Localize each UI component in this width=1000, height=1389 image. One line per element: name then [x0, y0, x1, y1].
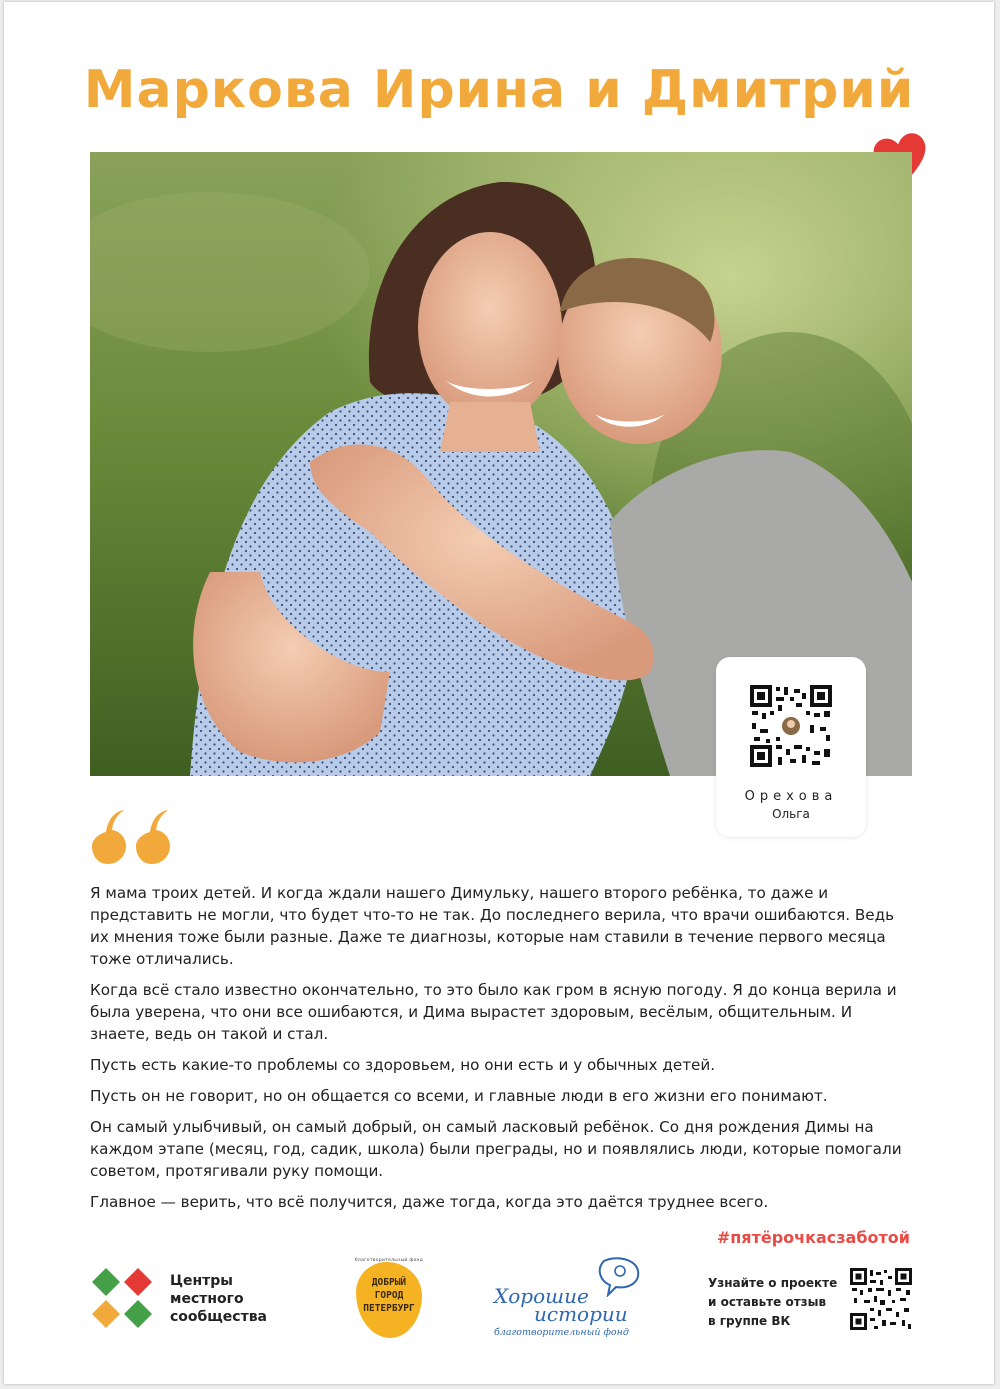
vk-line2: и оставьте отзыв	[708, 1295, 827, 1309]
stories-line1: Хорошие	[494, 1284, 589, 1308]
dobry-gorod-caption: благотворительный фонд	[354, 1258, 424, 1263]
photographer-surname: Орехова	[744, 789, 838, 804]
centers-line2: местного	[170, 1291, 244, 1307]
dobry-line2: ГОРОД	[374, 1290, 404, 1301]
story-paragraph: Пусть есть какие-то проблемы со здоровьем, но они есть и у обычных детей.	[90, 1056, 716, 1074]
community-centers-logo	[90, 1266, 340, 1330]
vk-line3: в группе ВК	[708, 1314, 791, 1328]
story-paragraph: Он самый улыбчивый, он самый добрый, он самый ласковый ребёнок. Со дня рождения Димы на каждом этапе (месяц, год, садик, школа) были преграды, но и появлялись люди, которые помогали советом, протягивали руку помощи.	[90, 1118, 902, 1180]
hashtag[interactable]: #пятёрочкасзаботой	[716, 1228, 910, 1247]
centers-line3: сообщества	[170, 1309, 268, 1325]
dobry-line1: ДОБРЫЙ	[371, 1277, 407, 1288]
story-paragraph: Пусть он не говорит, но он общается со всеми, и главные люди в его жизни его понимают.	[90, 1087, 828, 1105]
centers-line1: Центры	[170, 1273, 233, 1289]
stories-line2: истории	[534, 1302, 628, 1326]
good-stories-logo	[486, 1257, 646, 1341]
story-text	[90, 882, 910, 1222]
vk-qr-code-icon[interactable]	[850, 1268, 912, 1330]
photographer-qr-card[interactable]	[716, 657, 866, 837]
community-centers-logo-icon	[90, 1266, 154, 1330]
photographer-firstname: Ольга	[772, 807, 810, 821]
poster-page	[4, 2, 994, 1384]
vk-group-text	[708, 1274, 837, 1331]
stories-fund: благотворительный фонд	[494, 1327, 629, 1338]
quote-icon	[90, 808, 172, 866]
dobry-line3: ПЕТЕРБУРГ	[363, 1303, 415, 1314]
dobry-gorod-logo	[352, 1258, 426, 1340]
story-paragraph: Главное — верить, что всё получится, даже тогда, когда это даётся труднее всего.	[90, 1193, 769, 1211]
qr-code-icon[interactable]	[750, 685, 832, 767]
story-paragraph: Когда всё стало известно окончательно, то это было как гром в ясную погоду. Я до конца верила и была уверена, что они все ошибаются, и Дима вырастет здоровым, весёлым, общительным. И знаете, ведь он такой и стал.	[90, 981, 897, 1043]
page-title: Маркова Ирина и Дмитрий	[83, 60, 915, 120]
vk-line1: Узнайте о проекте	[708, 1276, 838, 1290]
story-paragraph: Я мама троих детей. И когда ждали нашего Димульку, нашего второго ребёнка, то даже и представить не могли, что будет что-то не так. До последнего верила, что врачи ошибаются. Ведь их мнения тоже были разные. Даже те диагнозы, которые нам ставили в течение первого месяца тоже отличались.	[90, 884, 895, 968]
